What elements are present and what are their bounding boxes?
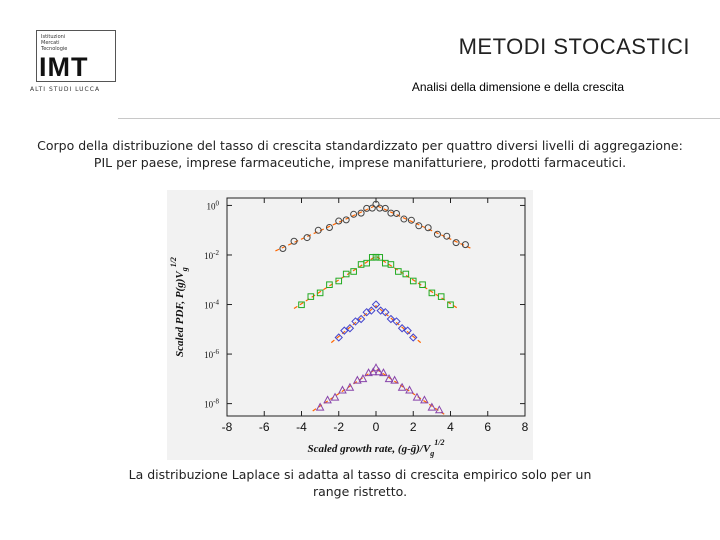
data-point xyxy=(351,211,357,217)
chart-description: Corpo della distribuzione del tasso di crescita standardizzato per quattro diversi livelli di aggregazione: PIL per paese, imprese farmaceutiche, imprese manifatturiere, prodotti farmaceutici. xyxy=(37,138,683,170)
data-point xyxy=(317,404,324,411)
logo-box xyxy=(36,30,116,82)
logo-small-text xyxy=(41,34,67,52)
y-tick-label: $10^{-2}$ xyxy=(204,248,219,261)
y-tick-label: $10^{-8}$ xyxy=(204,397,219,410)
laplace-fit-line-3 xyxy=(331,306,420,343)
logo-line-1: Istituzioni xyxy=(41,34,66,40)
data-point xyxy=(377,205,383,211)
laplace-fit-line-1 xyxy=(275,205,473,251)
data-point xyxy=(408,217,414,223)
chart-svg xyxy=(167,190,533,460)
data-point xyxy=(434,231,440,237)
y-tick-label: $10^{-6}$ xyxy=(204,348,219,361)
logo-subtext: ALTI STUDI LUCCA xyxy=(30,86,101,93)
imt-logo xyxy=(28,28,108,98)
data-point xyxy=(335,334,342,341)
data-point xyxy=(425,225,431,231)
header-divider xyxy=(118,118,720,119)
y-tick-label: $10^{-4}$ xyxy=(204,298,219,311)
data-point xyxy=(382,205,388,211)
data-point xyxy=(421,396,428,403)
data-point xyxy=(393,210,399,216)
data-point xyxy=(343,217,349,223)
x-tick-label: 0 xyxy=(372,420,380,434)
logo-text: IMT xyxy=(39,52,89,82)
data-point xyxy=(391,377,398,384)
x-tick-label: 4 xyxy=(447,420,454,434)
slide-title: METODI STOCASTICI xyxy=(458,34,690,59)
data-point xyxy=(346,384,353,391)
data-point xyxy=(373,301,380,308)
x-tick-label: -6 xyxy=(258,420,270,434)
data-point xyxy=(416,223,422,229)
data-point xyxy=(369,255,375,261)
slide-subtitle: Analisi della dimensione e della crescita xyxy=(411,80,624,94)
x-tick-label: 2 xyxy=(409,420,417,434)
plot-frame xyxy=(227,198,525,416)
x-tick-label: 6 xyxy=(484,420,492,434)
chart-caption: La distribuzione Laplace si adatta al tasso di crescita empirico solo per un range ristretto. xyxy=(128,467,592,499)
x-tick-label: 8 xyxy=(521,420,529,434)
data-point xyxy=(280,246,286,252)
x-tick-label: -8 xyxy=(221,420,233,434)
data-point xyxy=(369,205,375,211)
x-tick-label: -2 xyxy=(333,420,345,434)
x-tick-label: -4 xyxy=(296,420,307,434)
data-point xyxy=(324,396,331,403)
data-point xyxy=(364,205,370,211)
data-point xyxy=(299,302,305,308)
logo-line-3: Tecnologie xyxy=(41,46,68,52)
data-point xyxy=(453,240,459,246)
data-point xyxy=(304,235,310,241)
data-point xyxy=(399,384,406,391)
data-point xyxy=(410,334,417,341)
y-axis-label: Scaled PDF, $P(g)V_g^{1/2}$ xyxy=(169,257,189,357)
x-axis-label: Scaled growth rate, $(g-ḡ)/V_g^{1/2}$ xyxy=(307,438,445,458)
logo-line-2: Mercati xyxy=(41,40,60,46)
y-tick-label: $10^0$ xyxy=(206,199,219,212)
chart-figure xyxy=(167,190,533,460)
